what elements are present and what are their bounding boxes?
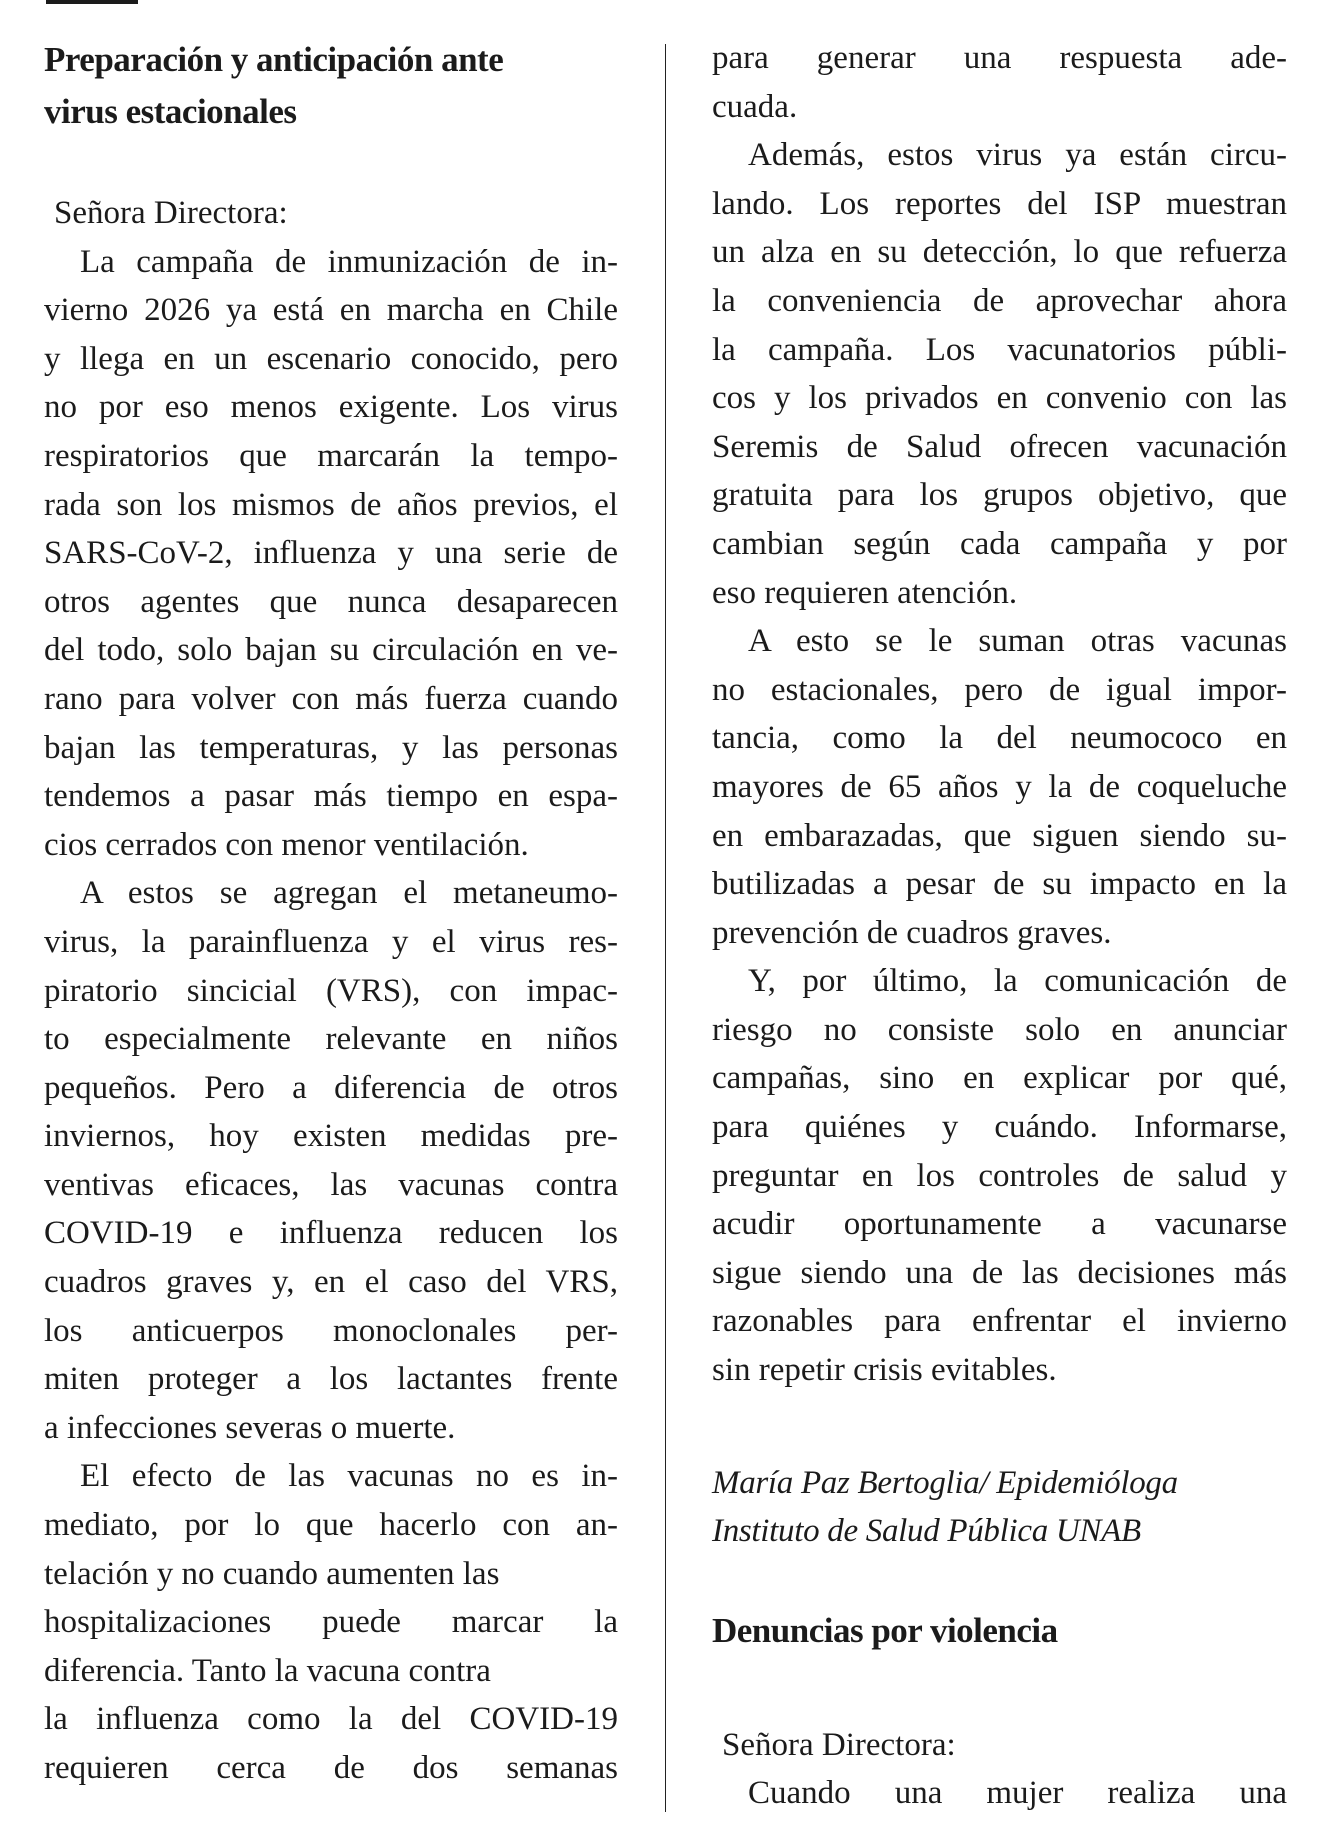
body-line: para quiénes y cuándo. Informarse, <box>712 1109 1287 1146</box>
letter-body-right <box>712 34 1287 1395</box>
body-line: rano para volver con más fuerza cuando <box>44 680 618 717</box>
spacer <box>712 1657 1287 1721</box>
spacer <box>44 138 618 189</box>
letter-title <box>44 34 618 138</box>
left-column <box>44 34 618 1793</box>
body-line: cos y los privados en convenio con las <box>712 380 1287 417</box>
body-line: eso requieren atención. <box>712 574 1018 611</box>
body-line: lando. Los reportes del ISP muestran <box>712 185 1287 222</box>
body-line: bajan las temperaturas, y las personas <box>44 729 618 766</box>
body-line: piratorio sincicial (VRS), con impac- <box>44 972 618 1009</box>
body-line: hospitalizaciones puede marcar la <box>44 1604 618 1641</box>
body-line: virus, la parainfluenza y el virus res- <box>44 923 618 960</box>
body-line: cuadros graves y, en el caso del VRS, <box>44 1264 618 1301</box>
salutation: Señora Directora: <box>54 195 288 231</box>
body-line: y llega en un escenario conocido, pero <box>44 340 618 377</box>
body-line: a infecciones severas o muerte. <box>44 1409 456 1446</box>
body-line: sigue siendo una de las decisiones más <box>712 1254 1287 1291</box>
body-line: un alza en su detección, lo que refuerza <box>712 234 1287 271</box>
letter-title-line: virus estacionales <box>44 92 297 131</box>
body-line: ventivas eficaces, las vacunas contra <box>44 1166 618 1203</box>
body-line: La campaña de inmunización de in- <box>80 243 618 280</box>
body-line: butilizadas a pesar de su impacto en la <box>712 866 1287 903</box>
body-line: no por eso menos exigente. Los virus <box>44 389 618 426</box>
body-line: tendemos a pasar más tiempo en espa- <box>44 778 618 815</box>
body-line: la influenza como la del COVID-19 <box>44 1701 618 1738</box>
body-line: campañas, sino en explicar por qué, <box>712 1060 1287 1097</box>
body-line: cios cerrados con menor ventilación. <box>44 826 529 863</box>
body-line: respiratorios que marcarán la tempo- <box>44 437 618 474</box>
body-line: tancia, como la del neumococo en <box>712 720 1287 757</box>
body-line: prevención de cuadros graves. <box>712 914 1112 951</box>
spacer <box>712 1555 1287 1605</box>
body-line: acudir oportunamente a vacunarse <box>712 1206 1287 1243</box>
body-line: telación y no cuando aumenten las <box>44 1555 500 1592</box>
body-line: mayores de 65 años y la de coqueluche <box>712 768 1287 805</box>
body-line: SARS-CoV-2, influenza y una serie de <box>44 535 618 572</box>
body-line: mediato, por lo que hacerlo con an- <box>44 1507 618 1544</box>
letter2-body-line: Cuando una mujer realiza una <box>748 1775 1287 1812</box>
body-line: los anticuerpos monoclonales per- <box>44 1312 618 1349</box>
body-line: gratuita para los grupos objetivo, que <box>712 477 1287 514</box>
body-line: en embarazadas, que siguen siendo su- <box>712 817 1287 854</box>
body-line: A esto se le suman otras vacunas <box>748 623 1287 660</box>
body-line: no estacionales, pero de igual impor- <box>712 671 1287 708</box>
body-line: diferencia. Tanto la vacuna contra <box>44 1652 491 1689</box>
body-line: to especialmente relevante en niños <box>44 1021 618 1058</box>
body-line: la conveniencia de aprovechar ahora <box>712 282 1287 319</box>
body-line: sin repetir crisis evitables. <box>712 1352 1057 1389</box>
letter2-title: Denuncias por violencia <box>712 1610 1058 1650</box>
body-line: la campaña. Los vacunatorios públi- <box>712 331 1287 368</box>
body-line: del todo, solo bajan su circulación en ve- <box>44 632 618 669</box>
letter-title-line: Preparación y anticipación ante <box>44 40 504 79</box>
body-line: riesgo no consiste solo en anunciar <box>712 1011 1287 1048</box>
body-line: miten proteger a los lactantes frente <box>44 1361 618 1398</box>
body-line: Además, estos virus ya están circu- <box>748 137 1287 174</box>
body-line: Y, por último, la comunicación de <box>748 963 1287 1000</box>
body-line: para generar una respuesta ade- <box>712 40 1287 76</box>
right-column <box>712 34 1287 1818</box>
body-line: El efecto de las vacunas no es in- <box>80 1458 618 1495</box>
body-line: otros agentes que nunca desaparecen <box>44 583 618 620</box>
body-line: cambian según cada campaña y por <box>712 525 1287 562</box>
top-rule <box>46 0 138 4</box>
column-divider <box>665 44 666 1812</box>
body-line: A estos se agregan el metaneumo- <box>80 875 618 912</box>
letter-body-left <box>44 238 618 1793</box>
body-line: razonables para enfrentar el invierno <box>712 1303 1287 1340</box>
body-line: pequeños. Pero a diferencia de otros <box>44 1069 618 1106</box>
letter2-salutation: Señora Directora: <box>722 1726 956 1763</box>
signature-block <box>712 1459 1287 1555</box>
body-line: requieren cerca de dos semanas <box>44 1750 618 1786</box>
body-line: vierno 2026 ya está en marcha en Chile <box>44 292 618 329</box>
body-line: preguntar en los controles de salud y <box>712 1157 1287 1194</box>
body-line: Seremis de Salud ofrecen vacunación <box>712 428 1287 465</box>
signature-institution: Instituto de Salud Pública UNAB <box>712 1512 1141 1549</box>
body-line: cuada. <box>712 88 798 125</box>
spacer <box>712 1395 1287 1459</box>
signature-name: María Paz Bertoglia/ Epidemióloga <box>712 1464 1178 1501</box>
body-line: inviernos, hoy existen medidas pre- <box>44 1118 618 1155</box>
body-line: COVID-19 e influenza reducen los <box>44 1215 618 1252</box>
body-line: rada son los mismos de años previos, el <box>44 486 618 523</box>
